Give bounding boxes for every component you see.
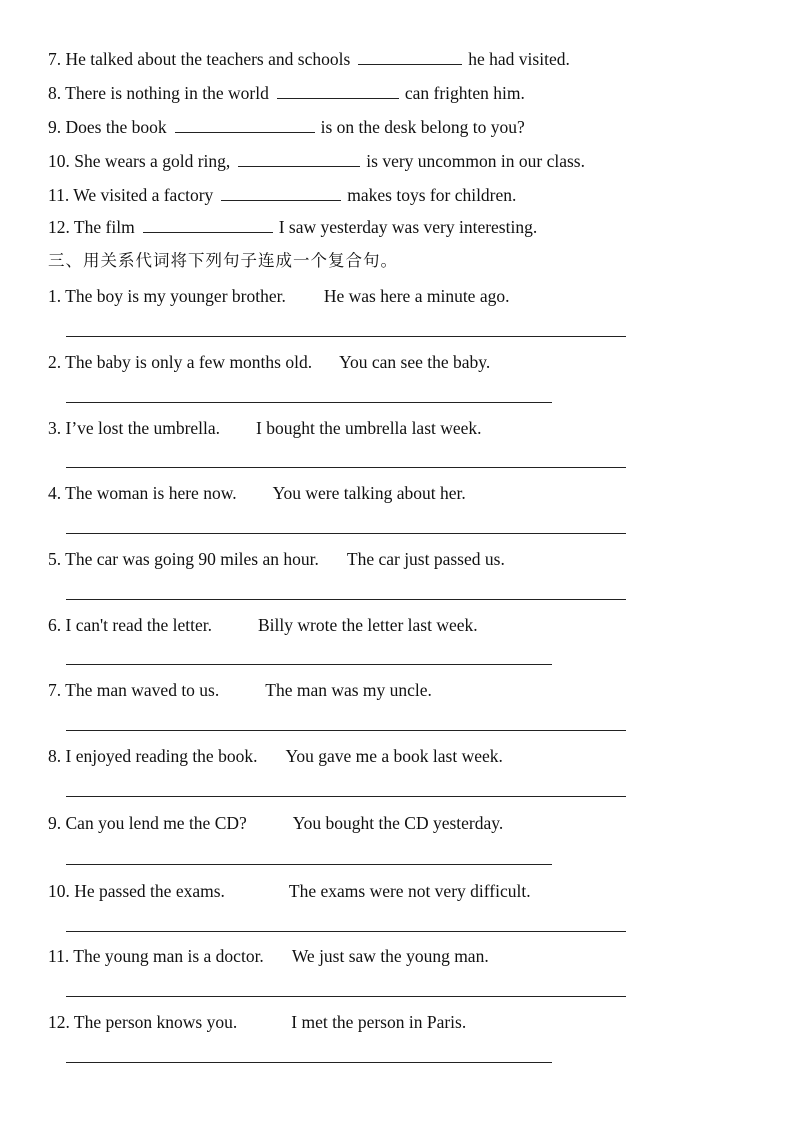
combine-item-8 [48,745,503,767]
answer-blank[interactable] [221,186,341,201]
combine-item-11 [48,945,489,967]
combine-item-1 [48,285,509,307]
combine-item-9 [48,812,503,834]
answer-line[interactable] [66,796,626,797]
fill-in-item-8 [48,82,525,104]
answer-line[interactable] [66,533,626,534]
second-sentence: The car just passed us. [346,549,505,569]
combine-item-4 [48,482,466,504]
answer-blank[interactable] [238,152,360,167]
item-text-before: 8. There is nothing in the world [48,83,269,103]
answer-line[interactable] [66,931,626,932]
combine-item-5 [48,548,505,570]
item-text-after: he had visited. [468,49,570,69]
answer-line[interactable] [66,336,626,337]
item-text-after: is very uncommon in our class. [366,151,585,171]
answer-blank[interactable] [358,50,462,65]
first-sentence: 10. He passed the exams. [48,881,225,901]
combine-item-3 [48,417,482,439]
combine-item-10 [48,880,531,902]
item-text-after: is on the desk belong to you? [320,117,525,137]
item-text-before: 9. Does the book [48,117,167,137]
second-sentence: You gave me a book last week. [285,746,503,766]
answer-line[interactable] [66,599,626,600]
second-sentence: You can see the baby. [339,352,491,372]
item-text-after: can frighten him. [404,83,525,103]
item-text-before: 12. The film [48,217,135,237]
fill-in-item-11 [48,184,516,206]
first-sentence: 1. The boy is my younger brother. [48,286,286,306]
second-sentence: The exams were not very difficult. [288,881,531,901]
first-sentence: 8. I enjoyed reading the book. [48,746,258,766]
answer-blank[interactable] [143,218,273,233]
first-sentence: 6. I can't read the letter. [48,615,212,635]
section-heading: 三、用关系代词将下列句子连成一个复合句。 [48,251,398,270]
answer-blank[interactable] [277,84,399,99]
second-sentence: We just saw the young man. [291,946,489,966]
fill-in-item-12 [48,216,537,238]
second-sentence: You were talking about her. [272,483,466,503]
answer-line[interactable] [66,730,626,731]
fill-in-item-10 [48,150,585,172]
second-sentence: I bought the umbrella last week. [256,418,482,438]
first-sentence: 5. The car was going 90 miles an hour. [48,549,319,569]
answer-blank[interactable] [175,118,315,133]
first-sentence: 4. The woman is here now. [48,483,237,503]
answer-line[interactable] [66,1062,552,1063]
combine-item-2 [48,351,490,373]
item-text-after: makes toys for children. [347,185,517,205]
answer-line[interactable] [66,467,626,468]
answer-line[interactable] [66,664,552,665]
first-sentence: 12. The person knows you. [48,1012,238,1032]
combine-item-7 [48,679,432,701]
second-sentence: You bought the CD yesterday. [292,813,504,833]
combine-item-12 [48,1011,466,1033]
fill-in-item-9 [48,116,525,138]
combine-item-6 [48,614,478,636]
answer-line[interactable] [66,996,626,997]
answer-line[interactable] [66,402,552,403]
second-sentence: I met the person in Paris. [291,1012,467,1032]
first-sentence: 7. The man waved to us. [48,680,220,700]
item-text-before: 11. We visited a factory [48,185,214,205]
item-text-before: 10. She wears a gold ring, [48,151,231,171]
second-sentence: The man was my uncle. [265,680,432,700]
second-sentence: He was here a minute ago. [323,286,510,306]
item-text-before: 7. He talked about the teachers and schools [48,49,351,69]
item-text-after: I saw yesterday was very interesting. [278,217,538,237]
second-sentence: Billy wrote the letter last week. [257,615,478,635]
first-sentence: 3. I’ve lost the umbrella. [48,418,221,438]
answer-line[interactable] [66,864,552,865]
first-sentence: 9. Can you lend me the CD? [48,813,247,833]
fill-in-item-7 [48,48,570,70]
first-sentence: 2. The baby is only a few months old. [48,352,313,372]
first-sentence: 11. The young man is a doctor. [48,946,264,966]
